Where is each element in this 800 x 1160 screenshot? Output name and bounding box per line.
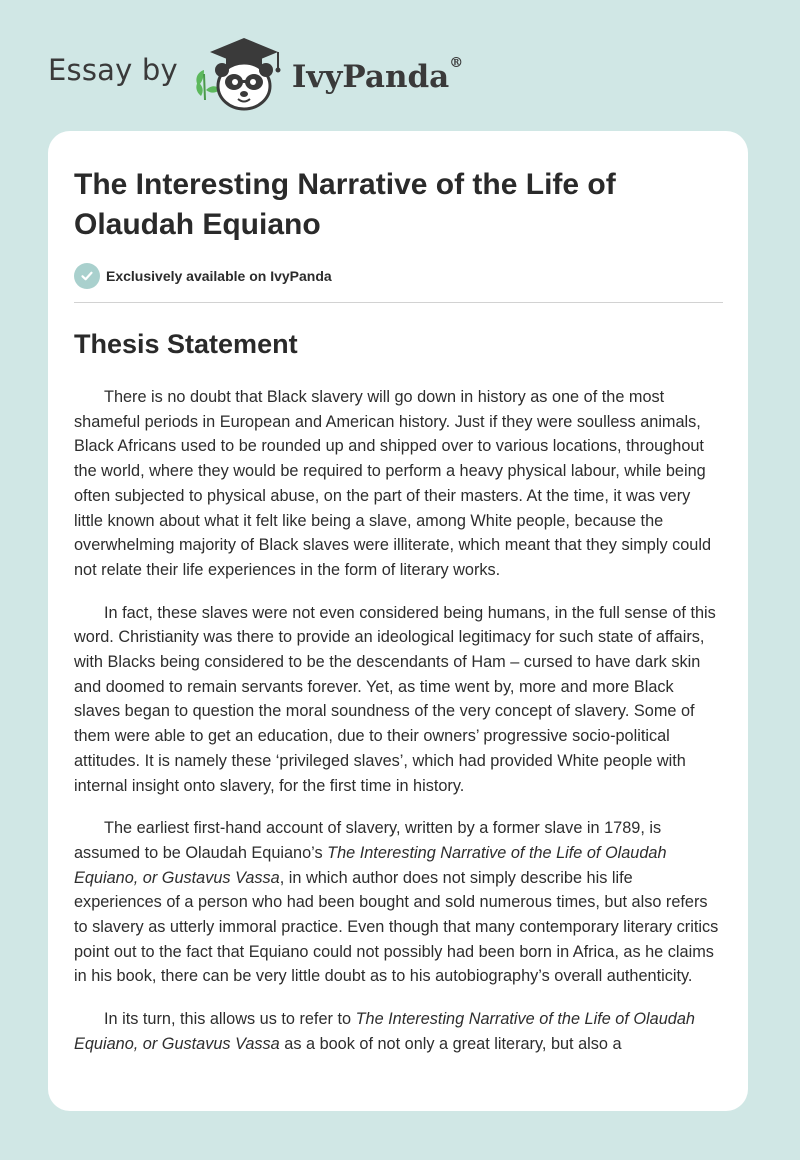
registered-mark: ® [449, 55, 464, 71]
essay-by-label: Essay by [48, 53, 178, 87]
divider [74, 302, 723, 303]
brand-header [48, 34, 463, 114]
paragraph: The earliest first-hand account of slavery, written by a former slave in 1789, is assumed to be Olaudah Equiano’s The Interesting Narrative of the Life of Olaudah Equiano, or Gustavus Vassa, in which author does not simply describe his life experiences of a person who had been bought and sold numerous times, but also refers to slavery as utterly immoral practice. Even though that many contemporary literary critics point out to the fact that Equiano could not possibly had been born in Africa, as he claims in his book, there can be very little doubt as to his autobiography’s overall authenticity. [74, 819, 719, 986]
exclusive-badge [74, 263, 332, 289]
exclusive-badge-text: Exclusively available on IvyPanda [106, 268, 332, 284]
essay-body [74, 385, 723, 1075]
paragraph: There is no doubt that Black slavery will go down in history as one of the most shameful periods in European and American history. Just if they were soulless animals, Black Africans used to be rounded up and shipped over to various locations, throughout the world, where they would be required to perform a heavy physical labour, while being often subjected to physical abuse, on the part of their masters. At the time, it was very little known about what it felt like being a slave, among White people, because the overwhelming majority of Black slaves were illiterate, which meant that they simply could not relate their life experiences in the form of literary works. [74, 388, 712, 579]
essay-card [48, 131, 748, 1111]
essay-title: The Interesting Narrative of the Life of Olaudah Equiano [74, 168, 616, 241]
paragraph: In fact, these slaves were not even considered being humans, in the full sense of this word. Christianity was there to provide an ideological legitimacy for such state of affairs, with Blacks being considered to be the descendants of Ham – cursed to have dark skin and doomed to remain servants forever. Yet, as time went by, more and more Black slaves began to question the moral soundness of the very concept of slavery. Some of them were able to get an education, due to their owners’ progressive socio-political attitudes. It is namely these ‘privileged slaves’, which had provided White people with internal insight onto slavery, for the first time in history. [74, 603, 716, 795]
panda-logo-icon [192, 34, 288, 114]
section-title: Thesis Statement [74, 329, 298, 359]
check-circle-icon [74, 263, 100, 289]
brand-name: IvyPanda® [291, 55, 464, 95]
paragraph: In its turn, this allows us to refer to The Interesting Narrative of the Life of Olaudah Equiano, or Gustavus Vassa as a book of not only a great literary, but also a [74, 1010, 695, 1053]
book-title: The Interesting Narrative of the Life of Olaudah Equiano, or Gustavus Vassa [74, 1010, 695, 1053]
book-title: The Interesting Narrative of the Life of Olaudah Equiano, or Gustavus Vassa [74, 843, 667, 887]
